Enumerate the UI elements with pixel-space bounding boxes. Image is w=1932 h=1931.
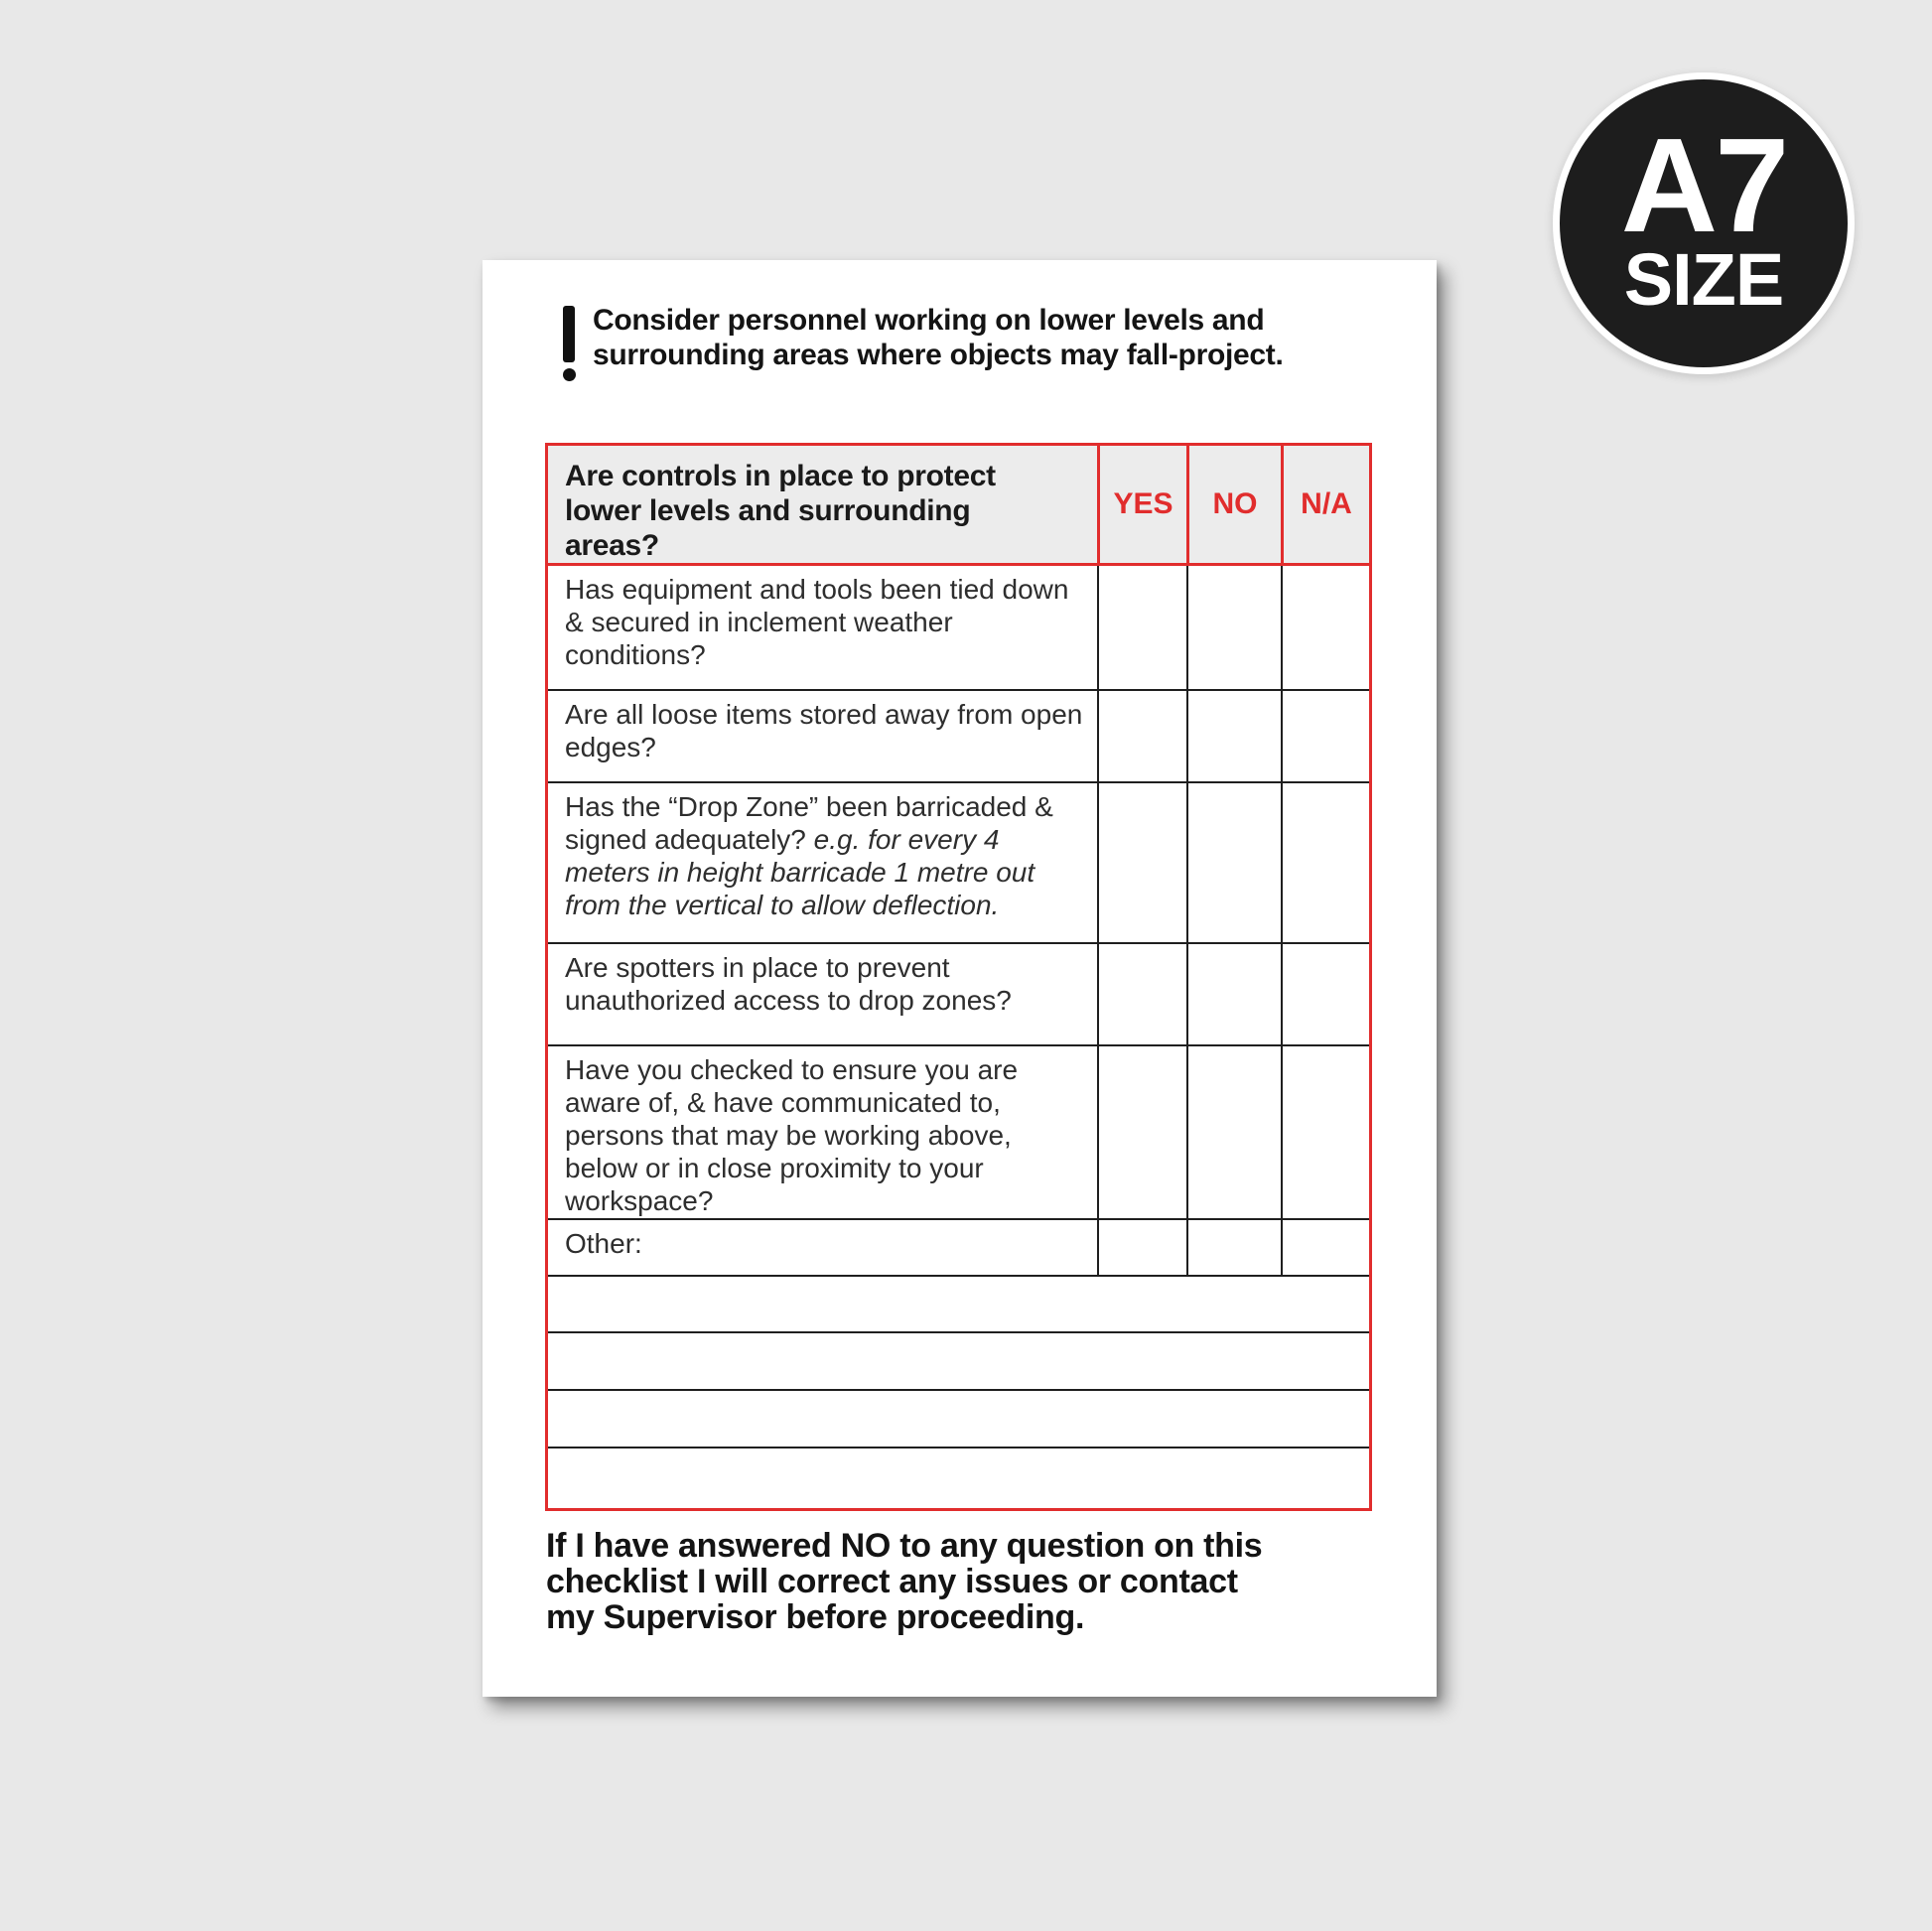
answer-cell-yes <box>1097 691 1186 781</box>
answer-cell-na <box>1281 566 1369 689</box>
checklist-table <box>545 443 1372 1511</box>
question-cell: Other: <box>565 1228 642 1259</box>
warning-line: surrounding areas where objects may fall-project. <box>593 339 1284 371</box>
badge-size-word: SIZE <box>1623 238 1784 321</box>
col-header-yes: YES <box>1097 446 1186 563</box>
question-cell: Have you checked to ensure you are aware of, & have communicated to, persons that may be working above, below or in close proximity to your workspace? <box>565 1054 1019 1216</box>
answer-cell-yes <box>1097 566 1186 689</box>
table-header-question: Are controls in place to protect lower levels and surrounding areas? <box>565 460 996 562</box>
answer-cell-yes <box>1097 1220 1186 1275</box>
answer-cell-no <box>1186 944 1281 1044</box>
answer-cell-no <box>1186 566 1281 689</box>
table-header-row <box>548 446 1369 566</box>
badge-size-label: A7 <box>1620 110 1787 260</box>
col-header-no: NO <box>1186 446 1281 563</box>
blank-write-in-row <box>548 1275 1369 1331</box>
answer-cell-no <box>1186 1046 1281 1218</box>
question-row <box>548 566 1369 689</box>
warning-line: Consider personnel working on lower levels and <box>593 304 1265 337</box>
question-cell: Are spotters in place to prevent unauthorized access to drop zones? <box>565 952 1012 1016</box>
question-row <box>548 1044 1369 1218</box>
question-cell: Are all loose items stored away from open edges? <box>565 699 1083 762</box>
answer-cell-na <box>1281 1220 1369 1275</box>
answer-cell-no <box>1186 691 1281 781</box>
exclamation-icon <box>563 306 576 381</box>
answer-cell-na <box>1281 944 1369 1044</box>
blank-write-in-row <box>548 1331 1369 1389</box>
warning-text <box>593 303 1387 372</box>
answer-cell-na <box>1281 1046 1369 1218</box>
blank-write-in-row <box>548 1389 1369 1447</box>
question-italic-note: e.g. for every 4 meters in height barricade 1 metre out from the vertical to allow deflection. <box>565 824 1035 920</box>
question-row <box>548 689 1369 781</box>
checklist-card <box>483 260 1437 1697</box>
answer-cell-no <box>1186 1220 1281 1275</box>
question-row-other <box>548 1218 1369 1275</box>
answer-cell-yes <box>1097 783 1186 942</box>
question-cell: Has equipment and tools been tied down & secured in inclement weather conditions? <box>565 574 1069 670</box>
size-badge <box>1553 72 1855 374</box>
footer-declaration <box>546 1528 1262 1635</box>
answer-cell-yes <box>1097 944 1186 1044</box>
answer-cell-na <box>1281 783 1369 942</box>
footer-line: If I have answered NO to any question on this <box>546 1527 1263 1565</box>
blank-write-in-row <box>548 1447 1369 1508</box>
col-header-na: N/A <box>1281 446 1369 563</box>
question-cell: Has the “Drop Zone” been barricaded & signed adequately? e.g. for every 4 meters in height barricade 1 metre out from the vertical to allow deflection. <box>565 791 1053 920</box>
footer-line: checklist I will correct any issues or contact <box>546 1563 1238 1600</box>
answer-cell-no <box>1186 783 1281 942</box>
footer-line: my Supervisor before proceeding. <box>546 1598 1085 1636</box>
question-row <box>548 781 1369 942</box>
question-row <box>548 942 1369 1044</box>
answer-cell-yes <box>1097 1046 1186 1218</box>
answer-cell-na <box>1281 691 1369 781</box>
